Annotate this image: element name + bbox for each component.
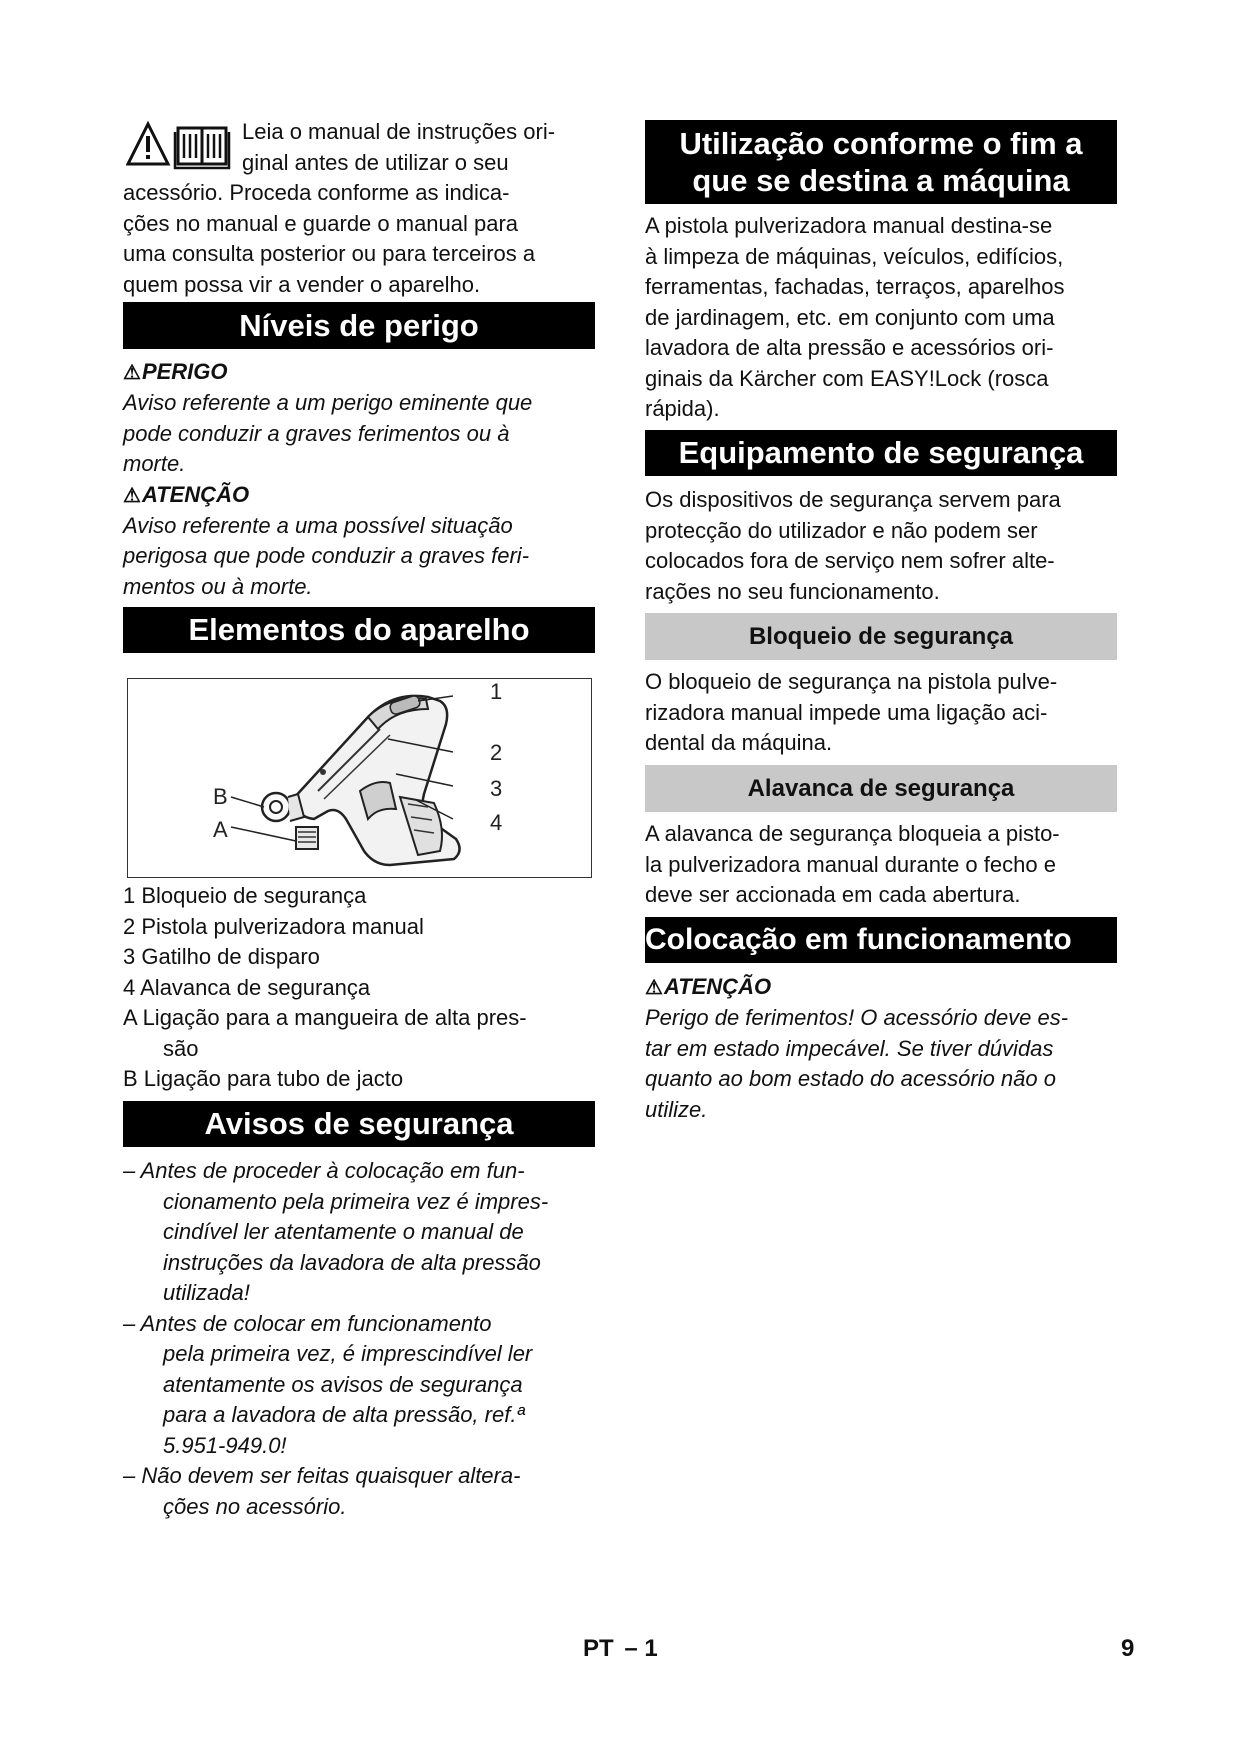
atencao-line: Perigo de ferimentos! O acessório deve es- [645, 1005, 1069, 1030]
list-item-cont: utilizada! [163, 1280, 250, 1305]
text-line: A pistola pulverizadora manual destina-se [645, 213, 1053, 238]
spray-gun-icon [128, 679, 590, 876]
atencao-line: mentos ou à morte. [123, 573, 313, 599]
text-line: lavadora de alta pressão e acessórios ori- [645, 335, 1054, 360]
intro-line: Leia o manual de instruções ori- [242, 119, 556, 144]
text-line: Os dispositivos de segurança servem para [645, 487, 1061, 512]
atencao-line: quanto ao bom estado do acessório não o [645, 1066, 1056, 1091]
perigo-line: Aviso referente a um perigo eminente que [123, 390, 533, 415]
intro-line: uma consulta posterior ou para terceiros a [123, 241, 536, 266]
subsection-heading-alavanca: Alavanca de segurança [645, 765, 1117, 812]
text-line: de jardinagem, etc. em conjunto com uma [645, 304, 1055, 330]
text-line: protecção do utilizador e não podem ser [645, 517, 1038, 543]
equipamento-text [645, 485, 1117, 607]
list-item-cont: para a lavadora de alta pressão, ref.ª [163, 1402, 525, 1427]
warning-triangle-icon: ⚠ [123, 484, 141, 507]
text-line: rápida). [645, 396, 720, 421]
spray-gun-figure [127, 678, 592, 878]
intro-line: ções no manual e guarde o manual para [123, 210, 519, 236]
perigo-line: morte. [123, 451, 186, 476]
list-item: 1 Bloqueio de segurança [123, 883, 367, 908]
section-heading-colocacao: Colocação em funcionamento [645, 917, 1117, 963]
figure-label-2: 2 [490, 740, 503, 765]
section-heading-niveis: Níveis de perigo [123, 302, 595, 349]
list-item-cont: cionamento pela primeira vez é impres- [163, 1188, 549, 1214]
text-line: colocados fora de serviço nem sofrer alte- [645, 548, 1055, 573]
figure-label-3: 3 [490, 776, 503, 801]
perigo-line: pode conduzir a graves ferimentos ou à [123, 420, 510, 446]
list-item: – Não devem ser feitas quaisquer altera- [123, 1463, 521, 1488]
list-item: – Antes de proceder à colocação em fun- [123, 1158, 525, 1183]
list-item: B Ligação para tubo de jacto [123, 1066, 404, 1091]
intro-line: quem possa vir a vender o aparelho. [123, 271, 481, 297]
section-heading-utilizacao [645, 120, 1117, 204]
list-item-cont: são [163, 1035, 199, 1061]
text-line: ferramentas, fachadas, terraços, aparelhos [645, 274, 1065, 299]
colocacao-warning [645, 972, 1117, 1125]
atencao-line: tar em estado impecável. Se tiver dúvidas [645, 1035, 1054, 1061]
text-line: dental da máquina. [645, 730, 833, 755]
figure-label-a: A [213, 817, 228, 842]
text-line: rações no seu funcionamento. [645, 578, 940, 604]
atencao-line: utilize. [645, 1096, 708, 1122]
utilizacao-text [645, 211, 1117, 425]
list-item-cont: ções no acessório. [163, 1493, 347, 1519]
atencao-line: Aviso referente a uma possível situação [123, 512, 513, 538]
footer-lang: PT [583, 1635, 614, 1662]
warning-triangle-icon: ⚠ [645, 977, 663, 999]
bloqueio-text [645, 667, 1117, 759]
perigo-heading: ⚠PERIGO [123, 359, 228, 384]
text-line: deve ser accionada em cada abertura. [645, 882, 1021, 907]
intro-line: ginal antes de utilizar o seu [242, 149, 509, 175]
heading-line: que se destina a máquina [692, 163, 1070, 198]
list-item-cont: instruções da lavadora de alta pressão [163, 1249, 541, 1275]
warning-triangle-icon: ⚠ [123, 362, 141, 384]
avisos-list [123, 1156, 595, 1522]
section-heading-avisos: Avisos de segurança [123, 1101, 595, 1147]
list-item-cont: pela primeira vez, é imprescindível ler [163, 1341, 533, 1366]
text-line: ginais da Kärcher com EASY!Lock (rosca [645, 365, 1049, 391]
atencao-heading: ⚠ATENÇÃO [123, 481, 250, 507]
figure-label-1: 1 [490, 679, 503, 704]
perigo-block [123, 357, 595, 602]
figure-label-4: 4 [490, 810, 503, 835]
text-line: la pulverizadora manual durante o fecho e [645, 851, 1056, 877]
text-line: O bloqueio de segurança na pistola pulve- [645, 669, 1058, 694]
list-item-cont: cindível ler atentamente o manual de [163, 1219, 524, 1244]
text-line: A alavanca de segurança bloqueia a pisto- [645, 821, 1060, 846]
subsection-heading-bloqueio: Bloqueio de segurança [645, 613, 1117, 660]
list-item-cont: 5.951-949.0! [163, 1432, 287, 1458]
heading-line: Utilização conforme o fim a [679, 126, 1083, 161]
warning-manual-icon [126, 120, 231, 170]
list-item: 4 Alavanca de segurança [123, 974, 371, 1000]
footer-section-number: – 1 [624, 1635, 658, 1662]
section-heading-equipamento: Equipamento de segurança [645, 430, 1117, 476]
list-item: 2 Pistola pulverizadora manual [123, 913, 424, 939]
intro-block [123, 117, 595, 300]
section-heading-elementos: Elementos do aparelho [123, 607, 595, 653]
list-item-cont: atentamente os avisos de segurança [163, 1371, 523, 1397]
footer-section [583, 1635, 658, 1663]
intro-line: acessório. Proceda conforme as indica- [123, 180, 510, 205]
list-item: 3 Gatilho de disparo [123, 944, 320, 969]
figure-label-b: B [213, 784, 228, 809]
atencao-heading: ⚠ATENÇÃO [645, 974, 772, 999]
page-number: 9 [1121, 1635, 1135, 1662]
text-line: rizadora manual impede uma ligação aci- [645, 699, 1048, 725]
elements-list [123, 881, 595, 1095]
alavanca-text [645, 819, 1117, 911]
text-line: à limpeza de máquinas, veículos, edifícios, [645, 243, 1064, 269]
atencao-line: perigosa que pode conduzir a graves feri- [123, 543, 530, 568]
list-item: – Antes de colocar em funcionamento [123, 1310, 492, 1336]
list-item: A Ligação para a mangueira de alta pres- [123, 1005, 527, 1030]
